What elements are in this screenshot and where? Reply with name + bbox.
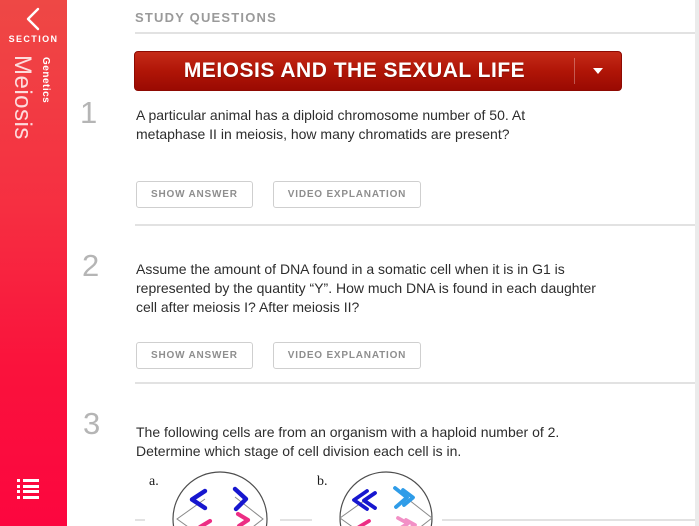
toc-menu-button[interactable] <box>17 476 47 502</box>
show-answer-button[interactable]: SHOW ANSWER <box>136 181 253 208</box>
question-3-number: 3 <box>83 406 101 441</box>
show-answer-button[interactable]: SHOW ANSWER <box>136 342 253 369</box>
chevron-left-icon <box>24 7 42 31</box>
question-1-text: A particular animal has a diploid chromosome number of 50. At metaphase II in meiosis, how many chromatids are present? <box>136 107 526 142</box>
question-2-number: 2 <box>82 248 100 283</box>
video-explanation-button[interactable]: VIDEO EXPLANATION <box>273 342 421 369</box>
cell-diagram-b <box>312 462 442 526</box>
caret-down-icon <box>575 52 621 90</box>
video-explanation-button[interactable]: VIDEO EXPLANATION <box>273 181 421 208</box>
section-label: SECTION <box>8 34 59 44</box>
scrollbar[interactable] <box>695 0 699 526</box>
sidebar <box>0 0 67 526</box>
question-divider <box>135 382 699 384</box>
unit-dropdown-button[interactable] <box>134 51 622 91</box>
figure-a-label: a. <box>149 474 159 489</box>
question-2-actions <box>136 342 421 369</box>
figure-b-label: b. <box>317 474 328 489</box>
list-menu-icon <box>17 479 47 499</box>
question-1-actions <box>136 181 421 208</box>
chapter-subtitle: Genetics <box>40 57 51 104</box>
question-3-text: The following cells are from an organism with a haploid number of 2. Determine which stage of cell division each cell is in. <box>136 424 560 459</box>
header-divider <box>135 32 699 34</box>
question-1-number: 1 <box>80 95 98 130</box>
page-title: STUDY QUESTIONS <box>135 10 278 25</box>
question-2-text: Assume the amount of DNA found in a somatic cell when it is in G1 is represented by the quantity “Y”. How much DNA is found in each daughter cell after meiosis I? After meiosis II? <box>136 261 596 315</box>
cell-diagram-a <box>145 462 280 526</box>
chapter-title: Meiosis <box>9 55 36 140</box>
question-divider <box>135 224 699 226</box>
unit-title: MEIOSIS AND THE SEXUAL LIFE <box>183 59 526 82</box>
